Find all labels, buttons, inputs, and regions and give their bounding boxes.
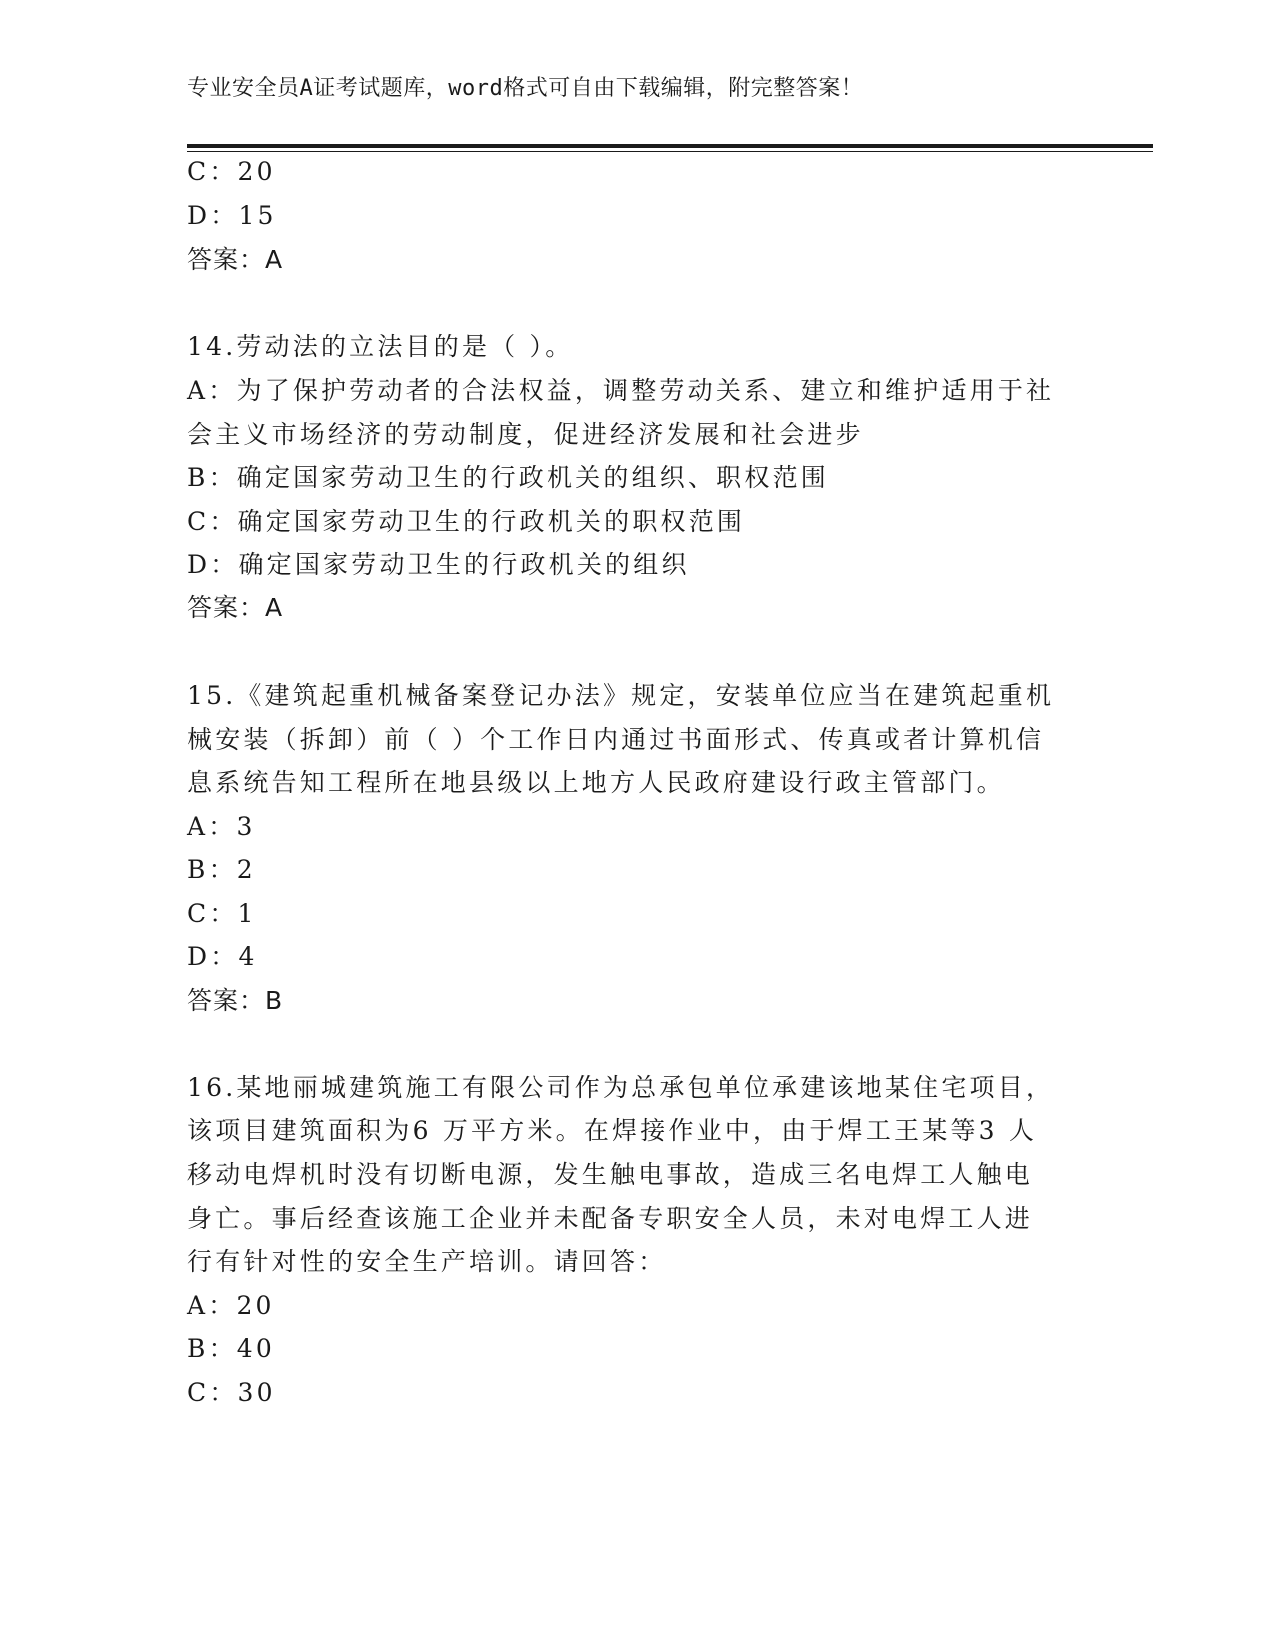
q14-option-d: D：确定国家劳动卫生的行政机关的组织 [187,550,690,579]
q16-option-c: C：30 [187,1378,276,1407]
prev-answer: 答案：A [187,245,284,274]
q15-answer: 答案：B [187,986,284,1015]
prev-option-d: D：15 [187,201,277,230]
header-rule-thin [187,151,1153,152]
q15-stem-line-3: 息系统告知工程所在地县级以上地方人民政府建设行政主管部门。 [187,768,1005,797]
q14-stem-line-1: 14.劳动法的立法目的是（ ）。 [187,332,574,361]
q15-stem-line-1: 15.《建筑起重机械备案登记办法》规定，安装单位应当在建筑起重机 [187,681,1055,710]
prev-option-c: C：20 [187,157,276,186]
q16-option-a: A：20 [187,1291,275,1320]
q15-option-b: B：2 [187,855,256,884]
page-header: 专业安全员A证考试题库，word格式可自由下载编辑，附完整答案！ [187,76,864,101]
q15-stem-line-2: 械安装（拆卸）前（ ）个工作日内通过书面形式、传真或者计算机信 [187,725,1045,754]
q16-stem-line-5: 行有针对性的安全生产培训。请回答： [187,1247,667,1276]
q14-option-a-line-1: A：为了保护劳动者的合法权益，调整劳动关系、建立和维护适用于社 [187,376,1055,405]
q14-option-c: C：确定国家劳动卫生的行政机关的职权范围 [187,507,746,536]
header-rule-thick [187,144,1153,148]
q16-stem-line-1: 16.某地丽城建筑施工有限公司作为总承包单位承建该地某住宅项目， [187,1073,1055,1102]
q14-answer: 答案：A [187,593,284,622]
q15-option-d: D：4 [187,942,258,971]
q15-option-a: A：3 [187,812,256,841]
q16-stem-line-3: 移动电焊机时没有切断电源，发生触电事故，造成三名电焊工人触电 [187,1160,1034,1189]
q16-stem-line-4: 身亡。事后经查该施工企业并未配备专职安全人员，未对电焊工人进 [187,1204,1034,1233]
q14-option-b: B：确定国家劳动卫生的行政机关的组织、职权范围 [187,463,829,492]
q15-option-c: C：1 [187,899,257,928]
q14-option-a-line-2: 会主义市场经济的劳动制度，促进经济发展和社会进步 [187,420,864,449]
q16-option-b: B：40 [187,1334,275,1363]
q16-stem-line-2: 该项目建筑面积为6 万平方米。在焊接作业中，由于焊工王某等3 人 [187,1116,1038,1145]
